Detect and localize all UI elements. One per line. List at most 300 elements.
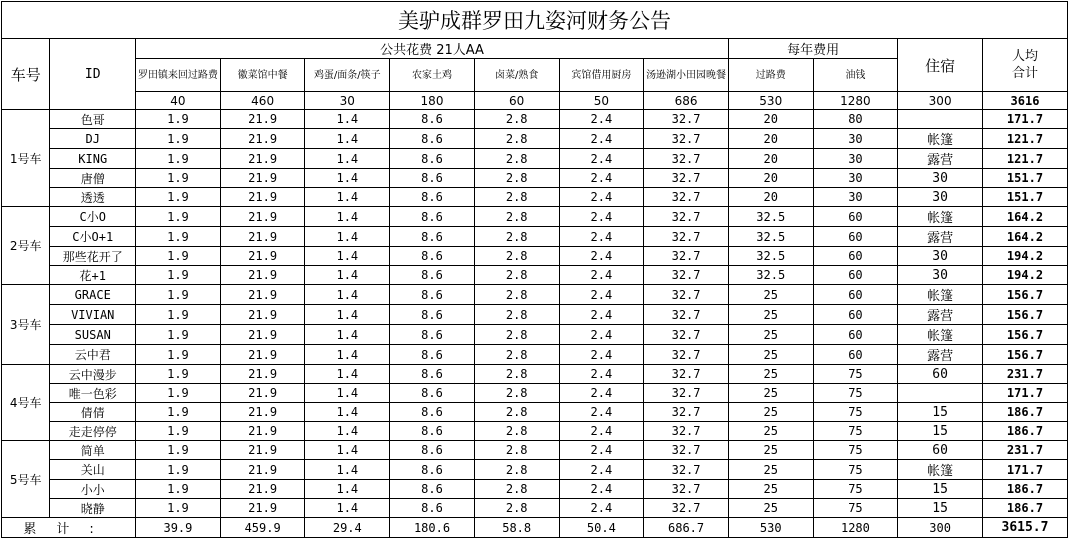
lodging-cell: 30 — [898, 247, 983, 266]
toll-cell: 25 — [728, 285, 813, 305]
summary-value: 459.9 — [220, 518, 305, 538]
shared-share-cell: 21.9 — [220, 247, 305, 266]
fuel-cell: 75 — [813, 460, 898, 480]
shared-share-cell: 1.9 — [136, 188, 221, 207]
shared-share-cell: 2.4 — [559, 169, 644, 188]
shared-share-cell: 1.9 — [136, 499, 221, 518]
member-id: DJ — [50, 129, 136, 149]
fuel-cell: 30 — [813, 188, 898, 207]
per-person-total-cell: 186.7 — [982, 480, 1067, 499]
shared-share-cell: 1.9 — [136, 110, 221, 129]
per-person-total-cell: 164.2 — [982, 227, 1067, 247]
shared-share-cell: 32.7 — [644, 384, 729, 403]
shared-column-label: 宾馆借用厨房 — [559, 59, 644, 92]
lodging-cell: 60 — [898, 365, 983, 384]
summary-value: 1280 — [813, 518, 898, 538]
shared-share-cell: 1.9 — [136, 460, 221, 480]
shared-share-cell: 2.4 — [559, 325, 644, 345]
shared-share-cell: 32.7 — [644, 403, 729, 422]
table-row — [2, 247, 1068, 266]
grand-total: 3616 — [982, 92, 1067, 110]
shared-share-cell: 32.7 — [644, 325, 729, 345]
member-id: 唐僧 — [50, 169, 136, 188]
summary-grand-total: 3615.7 — [982, 518, 1067, 538]
per-car-column-label: 油钱 — [813, 59, 898, 92]
shared-share-cell: 32.7 — [644, 285, 729, 305]
fuel-cell: 75 — [813, 403, 898, 422]
per-person-total-cell: 186.7 — [982, 499, 1067, 518]
shared-share-cell: 32.7 — [644, 422, 729, 441]
shared-share-cell: 1.4 — [305, 422, 390, 441]
shared-share-cell: 1.4 — [305, 129, 390, 149]
lodging-cell: 露营 — [898, 345, 983, 365]
member-id: 简单 — [50, 441, 136, 460]
shared-column-label: 汤逊湖小田园晚餐 — [644, 59, 729, 92]
shared-share-cell: 2.8 — [474, 188, 559, 207]
shared-share-cell: 32.7 — [644, 345, 729, 365]
fuel-cell: 30 — [813, 129, 898, 149]
toll-cell: 25 — [728, 384, 813, 403]
shared-share-cell: 2.4 — [559, 266, 644, 285]
summary-value: 39.9 — [136, 518, 221, 538]
table-row — [2, 384, 1068, 403]
shared-share-cell: 2.8 — [474, 403, 559, 422]
fuel-cell: 75 — [813, 422, 898, 441]
per-person-total-cell: 156.7 — [982, 285, 1067, 305]
lodging-cell: 帐篷 — [898, 207, 983, 227]
shared-share-cell: 32.7 — [644, 110, 729, 129]
shared-share-cell: 2.8 — [474, 384, 559, 403]
fuel-cell: 60 — [813, 247, 898, 266]
summary-value: 180.6 — [390, 518, 475, 538]
shared-share-cell: 21.9 — [220, 460, 305, 480]
toll-cell: 20 — [728, 188, 813, 207]
shared-column-total: 40 — [136, 92, 221, 110]
shared-share-cell: 1.4 — [305, 480, 390, 499]
fuel-cell: 60 — [813, 305, 898, 325]
per-person-total-cell: 194.2 — [982, 266, 1067, 285]
shared-share-cell: 1.4 — [305, 384, 390, 403]
shared-share-cell: 1.9 — [136, 129, 221, 149]
summary-value: 58.8 — [474, 518, 559, 538]
fuel-cell: 60 — [813, 285, 898, 305]
table-row — [2, 305, 1068, 325]
shared-share-cell: 32.7 — [644, 169, 729, 188]
shared-share-cell: 8.6 — [390, 266, 475, 285]
toll-cell: 32.5 — [728, 266, 813, 285]
lodging-cell — [898, 110, 983, 129]
lodging-cell: 60 — [898, 441, 983, 460]
shared-share-cell: 1.9 — [136, 325, 221, 345]
per-person-total-cell: 186.7 — [982, 403, 1067, 422]
shared-share-cell: 8.6 — [390, 460, 475, 480]
sheet-title: 美驴成群罗田九姿河财务公告 — [2, 2, 1068, 39]
member-id: 云中君 — [50, 345, 136, 365]
shared-share-cell: 8.6 — [390, 325, 475, 345]
shared-share-cell: 1.4 — [305, 460, 390, 480]
shared-share-cell: 8.6 — [390, 345, 475, 365]
lodging-cell: 15 — [898, 403, 983, 422]
member-id: VIVIAN — [50, 305, 136, 325]
table-row — [2, 365, 1068, 384]
shared-share-cell: 2.8 — [474, 227, 559, 247]
per-person-total-cell: 156.7 — [982, 305, 1067, 325]
table-row — [2, 422, 1068, 441]
shared-share-cell: 2.4 — [559, 403, 644, 422]
shared-share-cell: 32.7 — [644, 247, 729, 266]
per-person-total-cell: 171.7 — [982, 460, 1067, 480]
shared-share-cell: 1.4 — [305, 227, 390, 247]
shared-share-cell: 1.9 — [136, 305, 221, 325]
shared-share-cell: 1.4 — [305, 305, 390, 325]
shared-share-cell: 1.9 — [136, 441, 221, 460]
shared-share-cell: 1.9 — [136, 480, 221, 499]
shared-share-cell: 21.9 — [220, 110, 305, 129]
table-row — [2, 110, 1068, 129]
lodging-cell: 15 — [898, 422, 983, 441]
lodging-cell: 露营 — [898, 227, 983, 247]
shared-share-cell: 1.9 — [136, 169, 221, 188]
shared-share-cell: 21.9 — [220, 384, 305, 403]
member-id: 云中漫步 — [50, 365, 136, 384]
summary-value: 686.7 — [644, 518, 729, 538]
shared-share-cell: 2.4 — [559, 365, 644, 384]
shared-share-cell: 8.6 — [390, 149, 475, 169]
shared-share-cell: 8.6 — [390, 285, 475, 305]
summary-value: 29.4 — [305, 518, 390, 538]
shared-share-cell: 2.8 — [474, 149, 559, 169]
car-number: 2号车 — [2, 207, 50, 285]
per-person-total-cell: 151.7 — [982, 169, 1067, 188]
shared-share-cell: 32.7 — [644, 129, 729, 149]
table-row — [2, 149, 1068, 169]
member-id: 倩倩 — [50, 403, 136, 422]
shared-share-cell: 8.6 — [390, 188, 475, 207]
shared-share-cell: 2.4 — [559, 480, 644, 499]
shared-share-cell: 32.7 — [644, 460, 729, 480]
shared-column-total: 686 — [644, 92, 729, 110]
member-id: 晓静 — [50, 499, 136, 518]
lodging-cell: 15 — [898, 480, 983, 499]
finance-sheet — [1, 1, 1068, 538]
toll-cell: 20 — [728, 129, 813, 149]
shared-share-cell: 8.6 — [390, 169, 475, 188]
shared-share-cell: 21.9 — [220, 207, 305, 227]
fuel-cell: 60 — [813, 207, 898, 227]
toll-cell: 25 — [728, 403, 813, 422]
shared-share-cell: 2.4 — [559, 305, 644, 325]
shared-share-cell: 2.8 — [474, 110, 559, 129]
lodging-cell: 帐篷 — [898, 129, 983, 149]
shared-column-total: 180 — [390, 92, 475, 110]
member-id: 那些花开了 — [50, 247, 136, 266]
lodging-header: 住宿 — [898, 39, 983, 92]
summary-value: 300 — [898, 518, 983, 538]
shared-share-cell: 32.7 — [644, 266, 729, 285]
shared-share-cell: 21.9 — [220, 305, 305, 325]
fuel-cell: 60 — [813, 345, 898, 365]
shared-share-cell: 1.9 — [136, 365, 221, 384]
fuel-cell: 60 — [813, 325, 898, 345]
shared-share-cell: 2.8 — [474, 266, 559, 285]
fuel-cell: 80 — [813, 110, 898, 129]
car-number: 1号车 — [2, 110, 50, 207]
per-person-total-cell: 156.7 — [982, 325, 1067, 345]
shared-share-cell: 1.4 — [305, 285, 390, 305]
shared-share-cell: 1.9 — [136, 266, 221, 285]
shared-share-cell: 2.4 — [559, 129, 644, 149]
member-id: C小O+1 — [50, 227, 136, 247]
shared-column-label: 徽菜馆中餐 — [220, 59, 305, 92]
lodging-cell: 帐篷 — [898, 325, 983, 345]
per-person-total-cell: 121.7 — [982, 149, 1067, 169]
fuel-cell: 75 — [813, 441, 898, 460]
shared-column-total: 30 — [305, 92, 390, 110]
shared-cost-header: 公共花费 21人AA — [136, 39, 729, 59]
car-number: 5号车 — [2, 441, 50, 518]
table-row — [2, 129, 1068, 149]
fuel-cell: 75 — [813, 384, 898, 403]
shared-share-cell: 8.6 — [390, 422, 475, 441]
per-person-total-cell: 231.7 — [982, 441, 1067, 460]
table-row — [2, 499, 1068, 518]
shared-share-cell: 2.4 — [559, 110, 644, 129]
table-row — [2, 345, 1068, 365]
shared-share-cell: 2.4 — [559, 460, 644, 480]
table-row — [2, 460, 1068, 480]
fuel-cell: 75 — [813, 499, 898, 518]
shared-share-cell: 1.9 — [136, 422, 221, 441]
shared-share-cell: 1.4 — [305, 499, 390, 518]
car-number: 3号车 — [2, 285, 50, 365]
shared-share-cell: 21.9 — [220, 499, 305, 518]
toll-cell: 25 — [728, 365, 813, 384]
member-id: 透透 — [50, 188, 136, 207]
shared-share-cell: 2.8 — [474, 207, 559, 227]
shared-share-cell: 21.9 — [220, 441, 305, 460]
toll-cell: 20 — [728, 169, 813, 188]
shared-share-cell: 1.4 — [305, 188, 390, 207]
lodging-cell: 30 — [898, 169, 983, 188]
shared-share-cell: 8.6 — [390, 480, 475, 499]
shared-share-cell: 2.4 — [559, 499, 644, 518]
lodging-cell — [898, 384, 983, 403]
lodging-cell: 30 — [898, 188, 983, 207]
shared-share-cell: 2.4 — [559, 227, 644, 247]
table-row — [2, 266, 1068, 285]
shared-share-cell: 2.8 — [474, 345, 559, 365]
fuel-cell: 75 — [813, 480, 898, 499]
lodging-cell: 帐篷 — [898, 460, 983, 480]
shared-share-cell: 1.9 — [136, 403, 221, 422]
toll-cell: 32.5 — [728, 247, 813, 266]
per-person-total-cell: 231.7 — [982, 365, 1067, 384]
shared-column-total: 460 — [220, 92, 305, 110]
shared-share-cell: 1.9 — [136, 149, 221, 169]
shared-share-cell: 8.6 — [390, 441, 475, 460]
summary-row — [2, 518, 1068, 538]
shared-share-cell: 32.7 — [644, 149, 729, 169]
shared-share-cell: 8.6 — [390, 247, 475, 266]
per-person-total-cell: 156.7 — [982, 345, 1067, 365]
shared-share-cell: 2.8 — [474, 422, 559, 441]
toll-cell: 25 — [728, 305, 813, 325]
summary-value: 50.4 — [559, 518, 644, 538]
shared-column-label: 鸡蛋/面条/筷子 — [305, 59, 390, 92]
id-header: ID — [50, 39, 136, 110]
shared-share-cell: 2.8 — [474, 305, 559, 325]
shared-column-total: 60 — [474, 92, 559, 110]
shared-share-cell: 1.4 — [305, 207, 390, 227]
toll-cell: 25 — [728, 345, 813, 365]
per-person-total-header — [982, 39, 1067, 92]
summary-label: 累计: — [2, 518, 136, 538]
shared-share-cell: 2.4 — [559, 188, 644, 207]
toll-cell: 25 — [728, 422, 813, 441]
member-id: 花+1 — [50, 266, 136, 285]
shared-share-cell: 8.6 — [390, 365, 475, 384]
table-row — [2, 403, 1068, 422]
fuel-cell: 30 — [813, 149, 898, 169]
member-id: 关山 — [50, 460, 136, 480]
toll-cell: 25 — [728, 460, 813, 480]
shared-share-cell: 21.9 — [220, 169, 305, 188]
shared-share-cell: 2.8 — [474, 325, 559, 345]
member-id: GRACE — [50, 285, 136, 305]
shared-share-cell: 1.9 — [136, 247, 221, 266]
shared-share-cell: 32.7 — [644, 207, 729, 227]
toll-cell: 20 — [728, 149, 813, 169]
shared-share-cell: 1.4 — [305, 403, 390, 422]
car-header: 车号 — [2, 39, 50, 110]
table-row — [2, 441, 1068, 460]
shared-share-cell: 1.4 — [305, 266, 390, 285]
per-person-total-cell: 194.2 — [982, 247, 1067, 266]
member-id: 走走停停 — [50, 422, 136, 441]
shared-share-cell: 2.4 — [559, 345, 644, 365]
table-row — [2, 480, 1068, 499]
table-row — [2, 285, 1068, 305]
shared-share-cell: 1.9 — [136, 285, 221, 305]
shared-share-cell: 8.6 — [390, 110, 475, 129]
lodging-cell: 30 — [898, 266, 983, 285]
shared-share-cell: 2.4 — [559, 207, 644, 227]
toll-cell: 32.5 — [728, 207, 813, 227]
lodging-cell: 15 — [898, 499, 983, 518]
shared-share-cell: 2.4 — [559, 422, 644, 441]
shared-share-cell: 8.6 — [390, 227, 475, 247]
car-number: 4号车 — [2, 365, 50, 441]
toll-cell: 25 — [728, 499, 813, 518]
toll-cell: 25 — [728, 325, 813, 345]
shared-share-cell: 21.9 — [220, 325, 305, 345]
shared-share-cell: 21.9 — [220, 365, 305, 384]
toll-cell: 25 — [728, 441, 813, 460]
per-person-total-cell: 186.7 — [982, 422, 1067, 441]
shared-share-cell: 21.9 — [220, 149, 305, 169]
toll-cell: 20 — [728, 110, 813, 129]
per-person-total-cell: 151.7 — [982, 188, 1067, 207]
shared-share-cell: 1.9 — [136, 345, 221, 365]
shared-share-cell: 1.4 — [305, 247, 390, 266]
shared-share-cell: 2.8 — [474, 365, 559, 384]
lodging-total: 300 — [898, 92, 983, 110]
shared-share-cell: 1.4 — [305, 365, 390, 384]
shared-share-cell: 2.4 — [559, 149, 644, 169]
fuel-cell: 60 — [813, 227, 898, 247]
per-person-total-cell: 121.7 — [982, 129, 1067, 149]
shared-share-cell: 1.4 — [305, 110, 390, 129]
shared-share-cell: 2.4 — [559, 247, 644, 266]
fuel-cell: 30 — [813, 169, 898, 188]
shared-share-cell: 21.9 — [220, 403, 305, 422]
shared-share-cell: 1.4 — [305, 149, 390, 169]
fuel-cell: 60 — [813, 266, 898, 285]
shared-share-cell: 21.9 — [220, 188, 305, 207]
table-row — [2, 325, 1068, 345]
member-id: KING — [50, 149, 136, 169]
per-car-column-total: 530 — [728, 92, 813, 110]
table-row — [2, 207, 1068, 227]
shared-share-cell: 32.7 — [644, 480, 729, 499]
shared-share-cell: 2.8 — [474, 460, 559, 480]
shared-share-cell: 1.9 — [136, 227, 221, 247]
shared-share-cell: 2.8 — [474, 129, 559, 149]
shared-column-label: 卤菜/熟食 — [474, 59, 559, 92]
member-id: 唯一色彩 — [50, 384, 136, 403]
per-person-total-cell: 171.7 — [982, 384, 1067, 403]
shared-column-total: 50 — [559, 92, 644, 110]
shared-share-cell: 8.6 — [390, 129, 475, 149]
shared-share-cell: 1.9 — [136, 207, 221, 227]
shared-share-cell: 8.6 — [390, 403, 475, 422]
per-car-header: 每年费用 — [728, 39, 897, 59]
table-row — [2, 188, 1068, 207]
lodging-cell: 露营 — [898, 149, 983, 169]
shared-share-cell: 2.8 — [474, 499, 559, 518]
shared-share-cell: 1.4 — [305, 325, 390, 345]
shared-share-cell: 32.7 — [644, 365, 729, 384]
member-id: 色哥 — [50, 110, 136, 129]
toll-cell: 25 — [728, 480, 813, 499]
table-row — [2, 169, 1068, 188]
shared-share-cell: 2.4 — [559, 441, 644, 460]
shared-share-cell: 21.9 — [220, 129, 305, 149]
member-id: SUSAN — [50, 325, 136, 345]
shared-share-cell: 32.7 — [644, 305, 729, 325]
shared-share-cell: 1.4 — [305, 345, 390, 365]
shared-share-cell: 32.7 — [644, 441, 729, 460]
shared-share-cell: 8.6 — [390, 207, 475, 227]
shared-share-cell: 21.9 — [220, 480, 305, 499]
shared-share-cell: 8.6 — [390, 499, 475, 518]
shared-share-cell: 21.9 — [220, 422, 305, 441]
member-id: C小O — [50, 207, 136, 227]
shared-share-cell: 2.8 — [474, 285, 559, 305]
shared-share-cell: 1.9 — [136, 384, 221, 403]
shared-share-cell: 21.9 — [220, 227, 305, 247]
toll-cell: 32.5 — [728, 227, 813, 247]
shared-column-label: 农家土鸡 — [390, 59, 475, 92]
shared-share-cell: 1.4 — [305, 441, 390, 460]
shared-share-cell: 32.7 — [644, 499, 729, 518]
per-person-total-cell: 164.2 — [982, 207, 1067, 227]
lodging-cell: 帐篷 — [898, 285, 983, 305]
table-row — [2, 227, 1068, 247]
fuel-cell: 75 — [813, 365, 898, 384]
shared-share-cell: 2.8 — [474, 480, 559, 499]
shared-share-cell: 8.6 — [390, 384, 475, 403]
